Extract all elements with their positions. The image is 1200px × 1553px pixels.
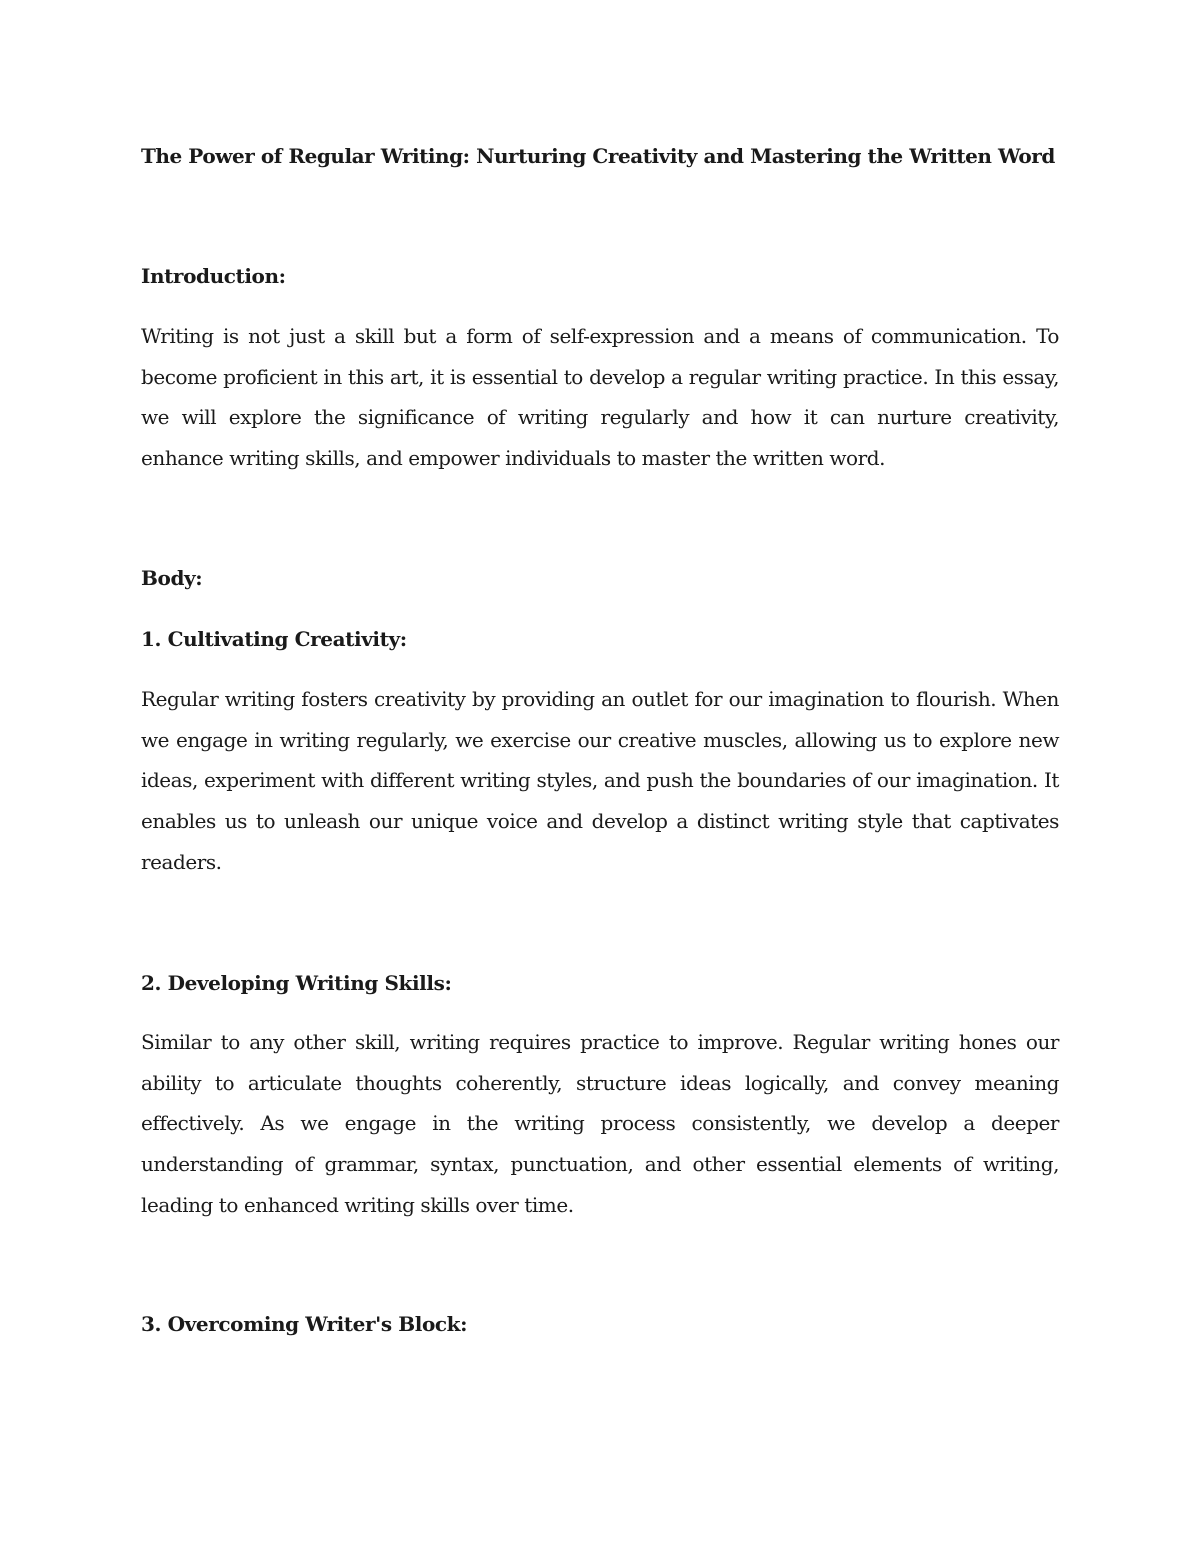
introduction-heading: Introduction:: [141, 264, 286, 288]
document-title: The Power of Regular Writing: Nurturing Creativity and Mastering the Written Word: [141, 144, 1055, 168]
introduction-paragraph: Writing is not just a skill but a form of self-expression and a means of communication. To become proficient in this art, it is essential to develop a regular writing practice. In this essay, we will explore the significance of writing regularly and how it can nurture creativity, enhance writing skills, and empower individuals to master the written word.: [141, 324, 1059, 471]
section-heading-developing-writing-skills: 2. Developing Writing Skills:: [141, 971, 452, 995]
section-paragraph-developing-writing-skills: Similar to any other skill, writing requires practice to improve. Regular writing hones our ability to articulate thoughts coherently, structure ideas logically, and convey meaning effectively. As we engage in the writing process consistently, we develop a deeper understanding of grammar, syntax, punctuation, and other essential elements of writing, leading to enhanced writing skills over time.: [141, 1030, 1059, 1217]
body-heading: Body:: [141, 566, 203, 590]
section-heading-overcoming-writers-block: 3. Overcoming Writer's Block:: [141, 1312, 468, 1336]
section-heading-cultivating-creativity: 1. Cultivating Creativity:: [141, 627, 407, 651]
section-paragraph-cultivating-creativity: Regular writing fosters creativity by providing an outlet for our imagination to flourish. When we engage in writing regularly, we exercise our creative muscles, allowing us to explore new ideas, experiment with different writing styles, and push the boundaries of our imagination. It enables us to unleash our unique voice and develop a distinct writing style that captivates readers.: [141, 687, 1059, 874]
